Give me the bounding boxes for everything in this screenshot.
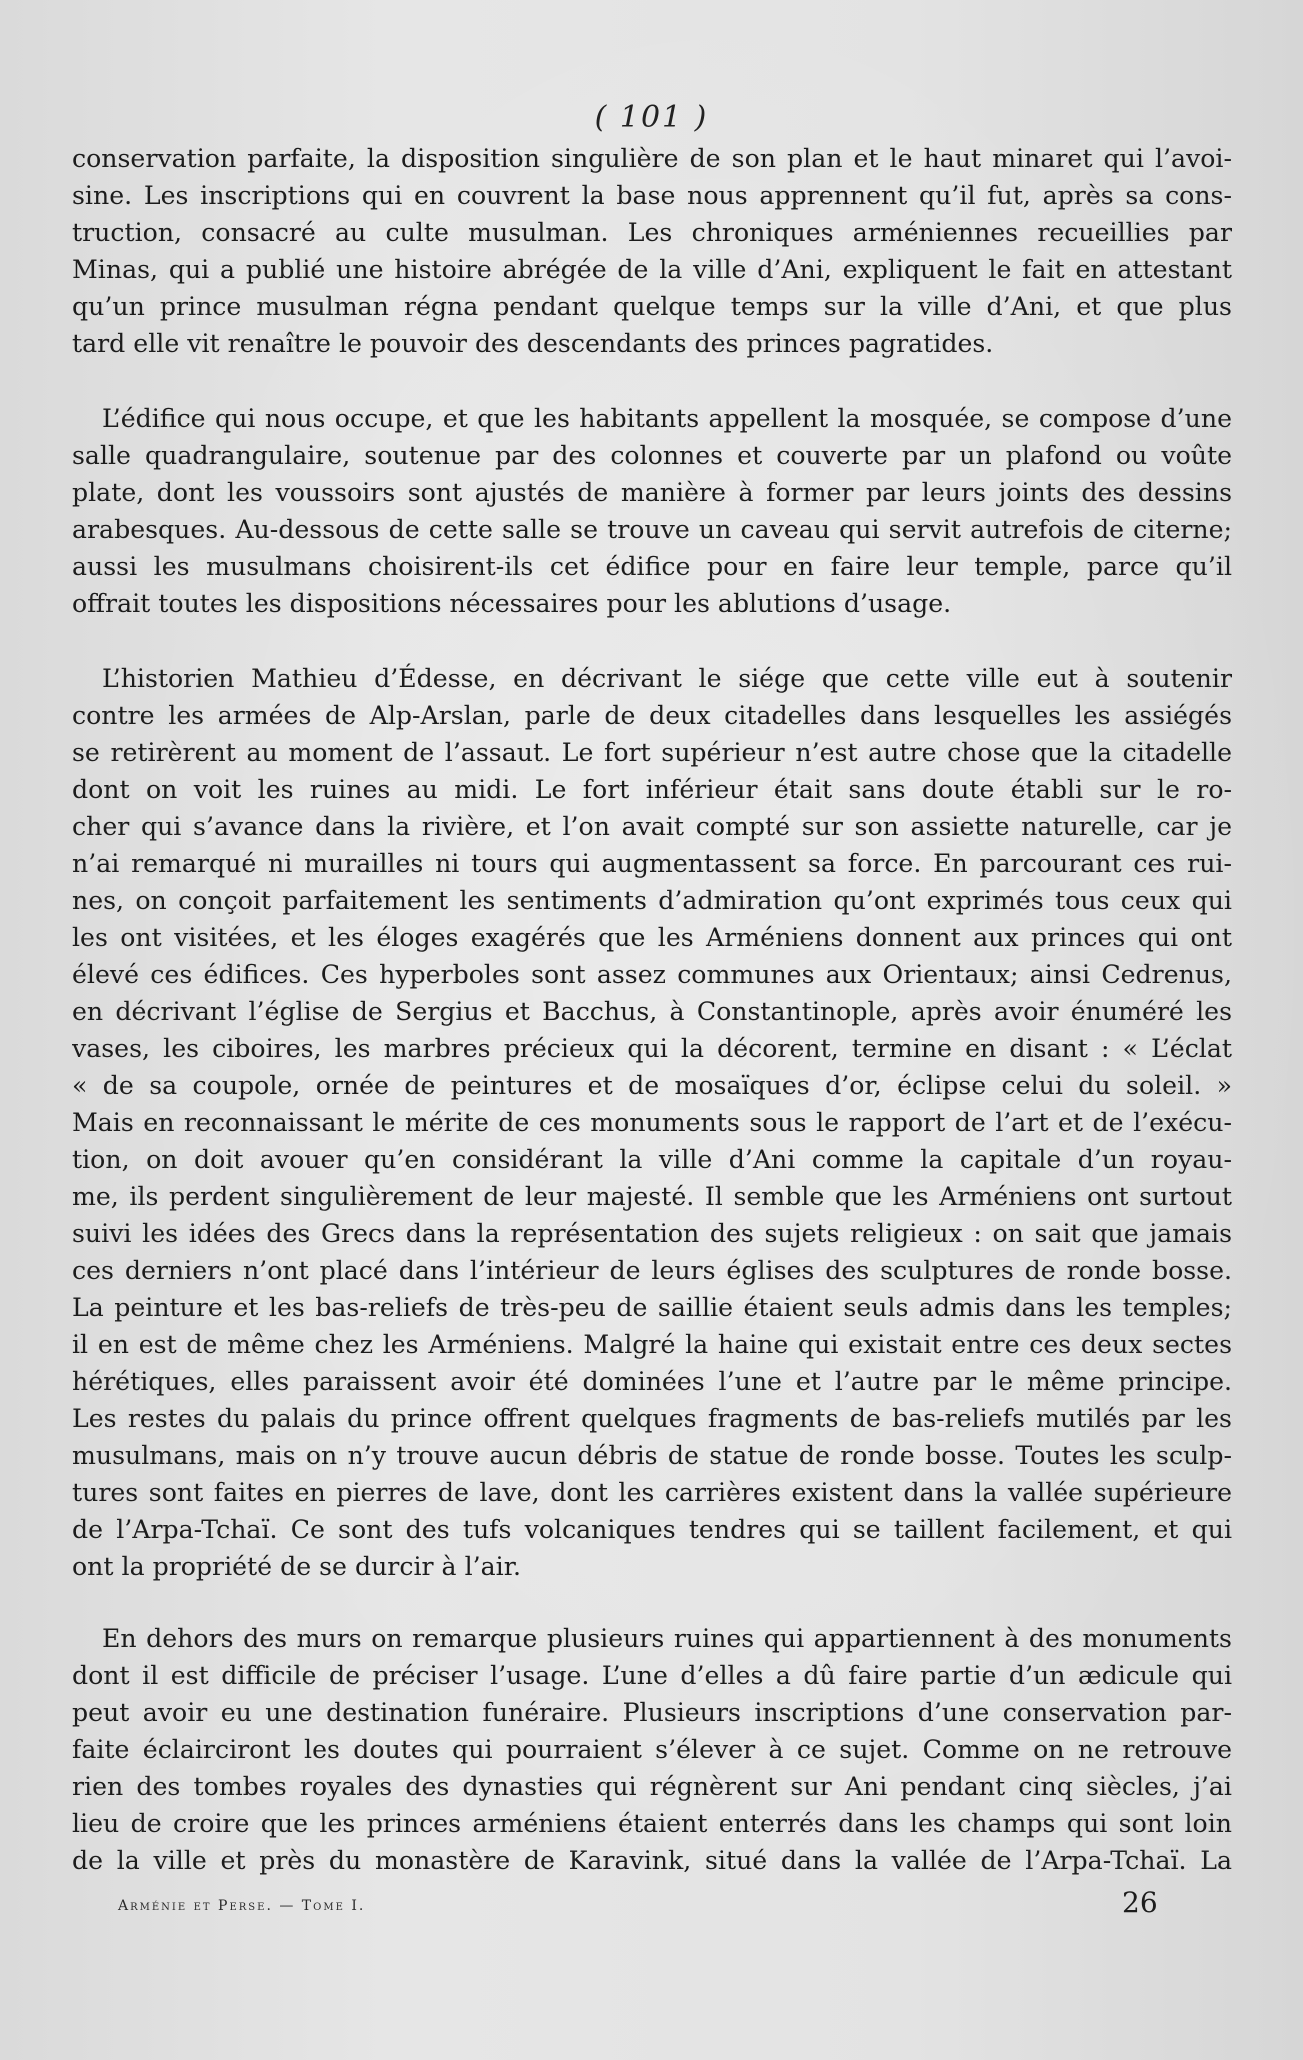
text-line: tion, on doit avouer qu’en considérant la ville d’Ani comme la capitale d’un royau- bbox=[72, 1145, 1232, 1174]
text-line: nes, on conçoit parfaitement les sentiments d’admiration qu’ont exprimés tous ceux qui bbox=[72, 886, 1232, 915]
text-line: Mais en reconnaissant le mérite de ces monuments sous le rapport de l’art et de l’exécu- bbox=[72, 1108, 1232, 1137]
text-line: salle quadrangulaire, soutenue par des colonnes et couverte par un plafond ou voûte bbox=[72, 441, 1232, 470]
text-line: aussi les musulmans choisirent-ils cet édifice pour en faire leur temple, parce qu’il bbox=[72, 552, 1232, 581]
text-line: de la ville et près du monastère de Karavink, situé dans la vallée de l’Arpa-Tchaï. La bbox=[72, 1846, 1232, 1875]
text-line: offrait toutes les dispositions nécessaires pour les ablutions d’usage. bbox=[72, 589, 952, 618]
text-line: de l’Arpa-Tchaï. Ce sont des tufs volcaniques tendres qui se taillent facilement, et qui bbox=[72, 1515, 1232, 1544]
text-line: plate, dont les voussoirs sont ajustés de manière à former par leurs joints des dessins bbox=[72, 478, 1232, 507]
text-line: Les restes du palais du prince offrent quelques fragments de bas-reliefs mutilés par les bbox=[72, 1404, 1232, 1433]
text-line: dont on voit les ruines au midi. Le fort inférieur était sans doute établi sur le ro- bbox=[72, 775, 1232, 804]
text-line: ces derniers n’ont placé dans l’intérieur de leurs églises des sculptures de ronde bosse. bbox=[72, 1256, 1232, 1285]
text-line: se retirèrent au moment de l’assaut. Le fort supérieur n’est autre chose que la citadelle bbox=[72, 738, 1232, 767]
text-line: La peinture et les bas-reliefs de très-peu de saillie étaient seuls admis dans les temples; bbox=[72, 1293, 1232, 1322]
paragraph-2 bbox=[72, 400, 1232, 622]
text-line: lieu de croire que les princes arméniens étaient enterrés dans les champs qui sont loin bbox=[72, 1809, 1232, 1838]
text-line: « de sa coupole, ornée de peintures et de mosaïques d’or, éclipse celui du soleil. » bbox=[72, 1071, 1232, 1100]
footer-signature: Arménie et Perse. — Tome I. bbox=[118, 1898, 366, 1914]
paragraph-1 bbox=[72, 140, 1232, 362]
text-line: qu’un prince musulman régna pendant quelque temps sur la ville d’Ani, et que plus bbox=[72, 292, 1232, 321]
text-line: En dehors des murs on remarque plusieurs ruines qui appartiennent à des monuments bbox=[102, 1624, 1232, 1653]
text-line: truction, consacré au culte musulman. Les chroniques arméniennes recueillies par bbox=[72, 218, 1232, 247]
text-line: me, ils perdent singulièrement de leur majesté. Il semble que les Arméniens ont surtout bbox=[72, 1182, 1232, 1211]
text-line: il en est de même chez les Arméniens. Malgré la haine qui existait entre ces deux sectes bbox=[72, 1330, 1232, 1359]
text-line: conservation parfaite, la disposition singulière de son plan et le haut minaret qui l’avoi- bbox=[72, 144, 1232, 173]
text-line: contre les armées de Alp-Arslan, parle de deux citadelles dans lesquelles les assiégés bbox=[72, 701, 1232, 730]
text-line: vases, les ciboires, les marbres précieux qui la décorent, termine en disant : « L’éclat bbox=[72, 1034, 1232, 1063]
text-line: rien des tombes royales des dynasties qui régnèrent sur Ani pendant cinq siècles, j’ai bbox=[72, 1772, 1232, 1801]
text-line: L’historien Mathieu d’Édesse, en décrivant le siége que cette ville eut à soutenir bbox=[102, 664, 1232, 693]
text-line: hérétiques, elles paraissent avoir été dominées l’une et l’autre par le même principe. bbox=[72, 1367, 1232, 1396]
text-line: dont il est difficile de préciser l’usage. L’une d’elles a dû faire partie d’un ædicule qui bbox=[72, 1661, 1232, 1690]
paragraph-3 bbox=[72, 660, 1232, 1585]
text-line: tard elle vit renaître le pouvoir des descendants des princes pagratides. bbox=[72, 329, 994, 358]
text-line: n’ai remarqué ni murailles ni tours qui augmentassent sa force. En parcourant ces rui- bbox=[72, 849, 1232, 878]
text-line: L’édifice qui nous occupe, et que les habitants appellent la mosquée, se compose d’une bbox=[102, 404, 1232, 433]
text-line: cher qui s’avance dans la rivière, et l’on avait compté sur son assiette naturelle, car je bbox=[72, 812, 1232, 841]
paragraph-4 bbox=[72, 1620, 1232, 1879]
page-number: ( 101 ) bbox=[594, 100, 709, 135]
footer-sheet-number: 26 bbox=[1122, 1886, 1158, 1919]
text-line: ont la propriété de se durcir à l’air. bbox=[72, 1552, 521, 1581]
text-line: sine. Les inscriptions qui en couvrent la base nous apprennent qu’il fut, après sa cons- bbox=[72, 181, 1232, 210]
text-line: en décrivant l’église de Sergius et Bacchus, à Constantinople, après avoir énuméré les bbox=[72, 997, 1232, 1026]
text-line: Minas, qui a publié une histoire abrégée de la ville d’Ani, expliquent le fait en attestant bbox=[72, 255, 1232, 284]
text-line: faite éclairciront les doutes qui pourraient s’élever à ce sujet. Comme on ne retrouve bbox=[72, 1735, 1232, 1764]
text-line: arabesques. Au-dessous de cette salle se trouve un caveau qui servit autrefois de citerne; bbox=[72, 515, 1232, 544]
text-line: musulmans, mais on n’y trouve aucun débris de statue de ronde bosse. Toutes les sculp- bbox=[72, 1441, 1232, 1470]
text-line: tures sont faites en pierres de lave, dont les carrières existent dans la vallée supérieure bbox=[72, 1478, 1232, 1507]
text-line: élevé ces édifices. Ces hyperboles sont assez communes aux Orientaux; ainsi Cedrenus, bbox=[72, 960, 1232, 989]
text-line: peut avoir eu une destination funéraire. Plusieurs inscriptions d’une conservation par- bbox=[72, 1698, 1232, 1727]
text-line: suivi les idées des Grecs dans la représentation des sujets religieux : on sait que jamais bbox=[72, 1219, 1232, 1248]
text-line: les ont visitées, et les éloges exagérés que les Arméniens donnent aux princes qui ont bbox=[72, 923, 1232, 952]
